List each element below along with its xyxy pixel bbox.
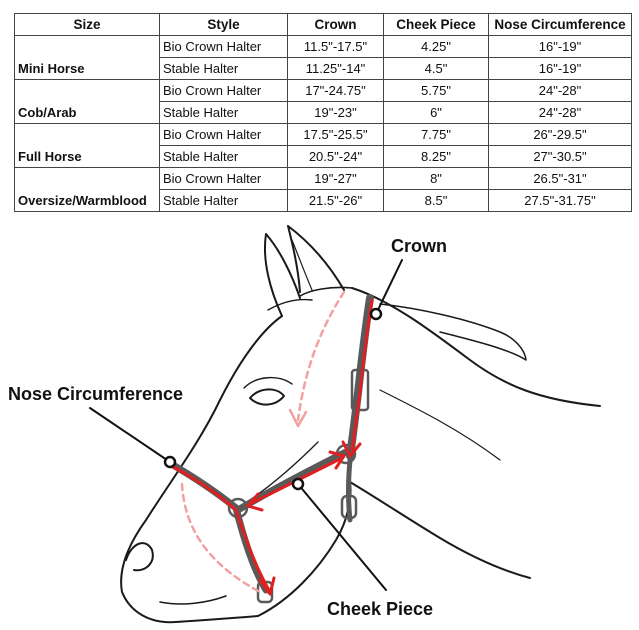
style-cell: Bio Crown Halter [160, 168, 288, 190]
nose-circumference-cell: 27"-30.5" [489, 146, 632, 168]
cheek-piece-cell: 5.75" [384, 80, 489, 102]
crown-label: Crown [391, 236, 447, 256]
nose-circumference-cell: 24"-28" [489, 102, 632, 124]
crown-cell: 19"-23" [288, 102, 384, 124]
cheek-piece-cell: 6" [384, 102, 489, 124]
style-cell: Bio Crown Halter [160, 80, 288, 102]
header-cheek-piece: Cheek Piece [384, 14, 489, 36]
horse-neck-muscle [380, 390, 500, 460]
header-nose-circumference: Nose Circumference [489, 14, 632, 36]
table-row [15, 168, 632, 190]
crown-cell: 20.5"-24" [288, 146, 384, 168]
table-body [15, 36, 632, 212]
size-chart-table [14, 13, 632, 212]
size-cell: Mini Horse [15, 36, 160, 80]
style-cell: Stable Halter [160, 146, 288, 168]
cheek-piece-label: Cheek Piece [327, 599, 434, 619]
size-cell: Cob/Arab [15, 80, 160, 124]
halter-nose-band [168, 462, 266, 590]
crown-marker-dot [371, 309, 381, 319]
horse-forehead [268, 299, 312, 310]
crown-measure-dashed [298, 292, 344, 420]
cheek-piece-cell: 4.25" [384, 36, 489, 58]
crown-cell: 17"-24.75" [288, 80, 384, 102]
horse-neck-front [350, 482, 530, 578]
crown-cell: 19"-27" [288, 168, 384, 190]
style-cell: Stable Halter [160, 102, 288, 124]
nose-circumference-cell: 26.5"-31" [489, 168, 632, 190]
header-crown: Crown [288, 14, 384, 36]
crown-cell: 11.5"-17.5" [288, 36, 384, 58]
horse-head-diagram [0, 220, 639, 630]
horse-ear-right [288, 226, 344, 292]
crown-cell: 11.25"-14" [288, 58, 384, 80]
header-style: Style [160, 14, 288, 36]
table-row [15, 124, 632, 146]
table-header-row [15, 14, 632, 36]
nose-marker-dot [165, 457, 175, 467]
nose-circumference-cell: 16"-19" [489, 36, 632, 58]
nose-circumference-cell: 24"-28" [489, 80, 632, 102]
cheek-piece-cell: 8" [384, 168, 489, 190]
size-cell: Full Horse [15, 124, 160, 168]
horse-eye-brow [244, 378, 292, 388]
crown-cell: 21.5"-26" [288, 190, 384, 212]
nose-leader-line [90, 408, 170, 462]
cheek-piece-cell: 8.25" [384, 146, 489, 168]
cheek-piece-cell: 8.5" [384, 190, 489, 212]
table-row [15, 80, 632, 102]
nose-circumference-cell: 27.5"-31.75" [489, 190, 632, 212]
size-cell: Oversize/Warmblood [15, 168, 160, 212]
cheek-piece-cell: 4.5" [384, 58, 489, 80]
horse-eye [250, 389, 284, 404]
style-cell: Bio Crown Halter [160, 124, 288, 146]
table-row [15, 36, 632, 58]
nose-circumference-cell: 16"-19" [489, 58, 632, 80]
cheek-marker-dot [293, 479, 303, 489]
nose-circumference-cell: 26"-29.5" [489, 124, 632, 146]
cheek-piece-cell: 7.75" [384, 124, 489, 146]
horse-mouth [160, 596, 226, 604]
header-size: Size [15, 14, 160, 36]
halter-lead-strap [349, 460, 351, 520]
style-cell: Stable Halter [160, 58, 288, 80]
style-cell: Bio Crown Halter [160, 36, 288, 58]
nose-circumference-label: Nose Circumference [8, 384, 184, 404]
crown-cell: 17.5"-25.5" [288, 124, 384, 146]
style-cell: Stable Halter [160, 190, 288, 212]
